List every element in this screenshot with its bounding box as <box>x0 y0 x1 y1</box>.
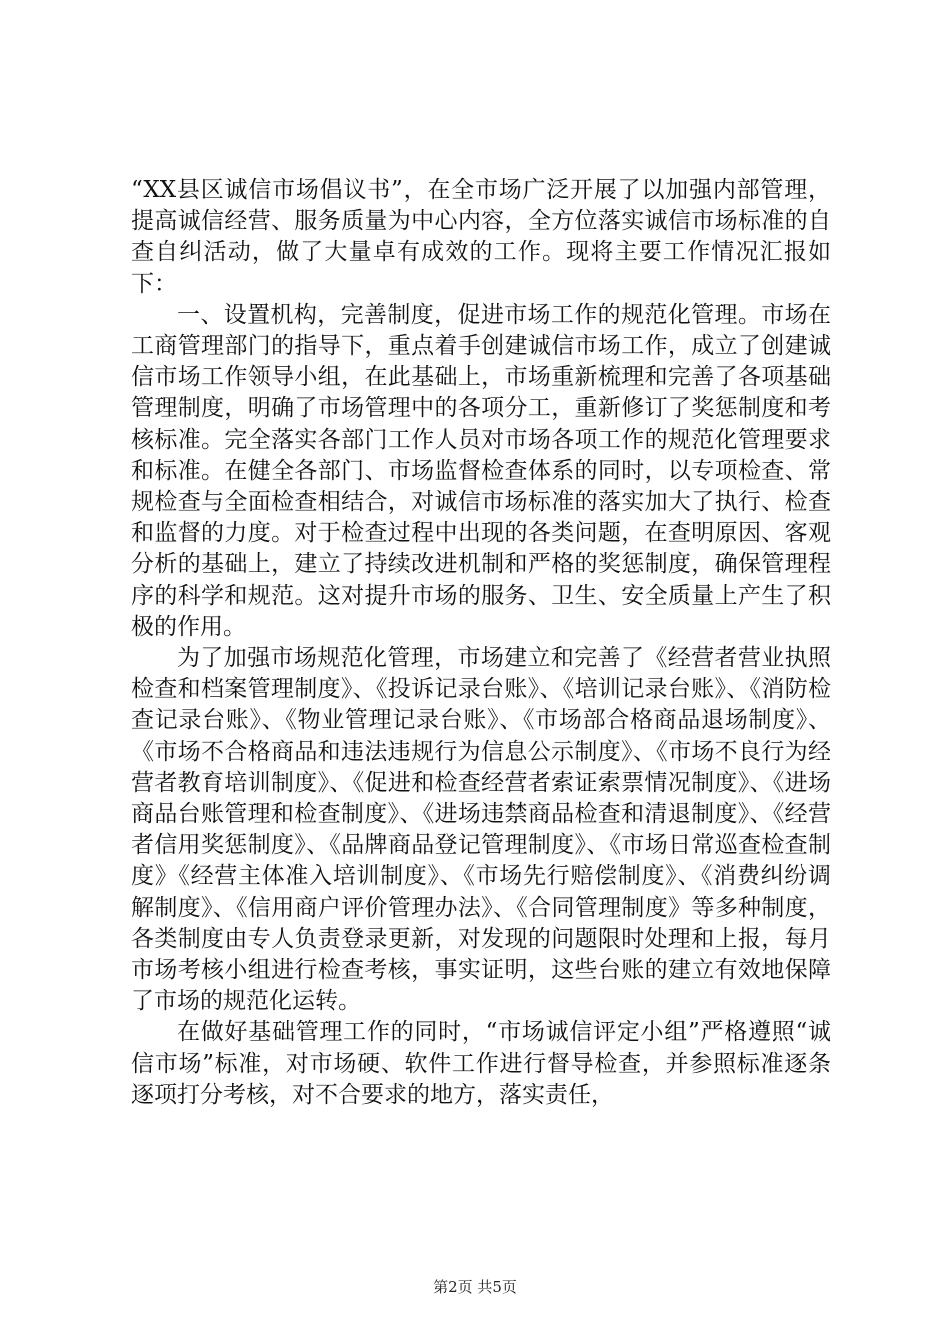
page-number-footer: 第2页 共5页 <box>433 1278 517 1296</box>
paragraph-regulations: 为了加强市场规范化管理，市场建立和完善了《经营者营业执照检查和档案管理制度》、《投诉记录台账》、《培训记录台账》、《消防检查记录台账》、《物业管理记录台账》、《市场部合格商品退场制度》、《市场不合格商品和违法违规行为信息公示制度》、《市场不良行为经营者教育培训制度》、《促进和检查经营者索证索票情况制度》、《进场商品台账管理和检查制度》、《进场违禁商品检查和清退制度》、《经营者信用奖惩制度》、《品牌商品登记管理制度》、《市场日常巡查检查制度》《经营主体准入培训制度》、《市场先行赔偿制度》、《消费纠纷调解制度》、《信用商户评价管理办法》、《合同管理制度》等多种制度，各类制度由专人负责登录更新，对发现的问题限时处理和上报，每月市场考核小组进行检查考核，事实证明，这些台账的建立有效地保障了市场的规范化运转。 <box>131 645 831 1015</box>
paragraph-inspection: 在做好基础管理工作的同时，“市场诚信评定小组”严格遵照“诚信市场”标准，对市场硬、软件工作进行督导检查，并参照标准逐条逐项打分考核，对不合要求的地方，落实责任， <box>131 1019 831 1108</box>
paragraph-intro: “XX县区诚信市场倡议书”，在全市场广泛开展了以加强内部管理，提高诚信经营、服务质量为中心内容，全方位落实诚信市场标准的自查自纠活动，做了大量卓有成效的工作。现将主要工作情况汇报如下： <box>131 177 831 297</box>
document-body <box>131 175 831 1111</box>
paragraph-section-one: 一、设置机构，完善制度，促进市场工作的规范化管理。市场在工商管理部门的指导下，重点着手创建诚信市场工作，成立了创建诚信市场工作领导小组，在此基础上，市场重新梳理和完善了各项基础管理制度，明确了市场管理中的各项分工，重新修订了奖惩制度和考核标准。完全落实各部门工作人员对市场各项工作的规范化管理要求和标准。在健全各部门、市场监督检查体系的同时，以专项检查、常规检查与全面检查相结合，对诚信市场标准的落实加大了执行、检查和监督的力度。对于检查过程中出现的各类问题，在查明原因、客观分析的基础上，建立了持续改进机制和严格的奖惩制度，确保管理程序的科学和规范。这对提升市场的服务、卫生、安全质量上产生了积极的作用。 <box>131 301 831 640</box>
